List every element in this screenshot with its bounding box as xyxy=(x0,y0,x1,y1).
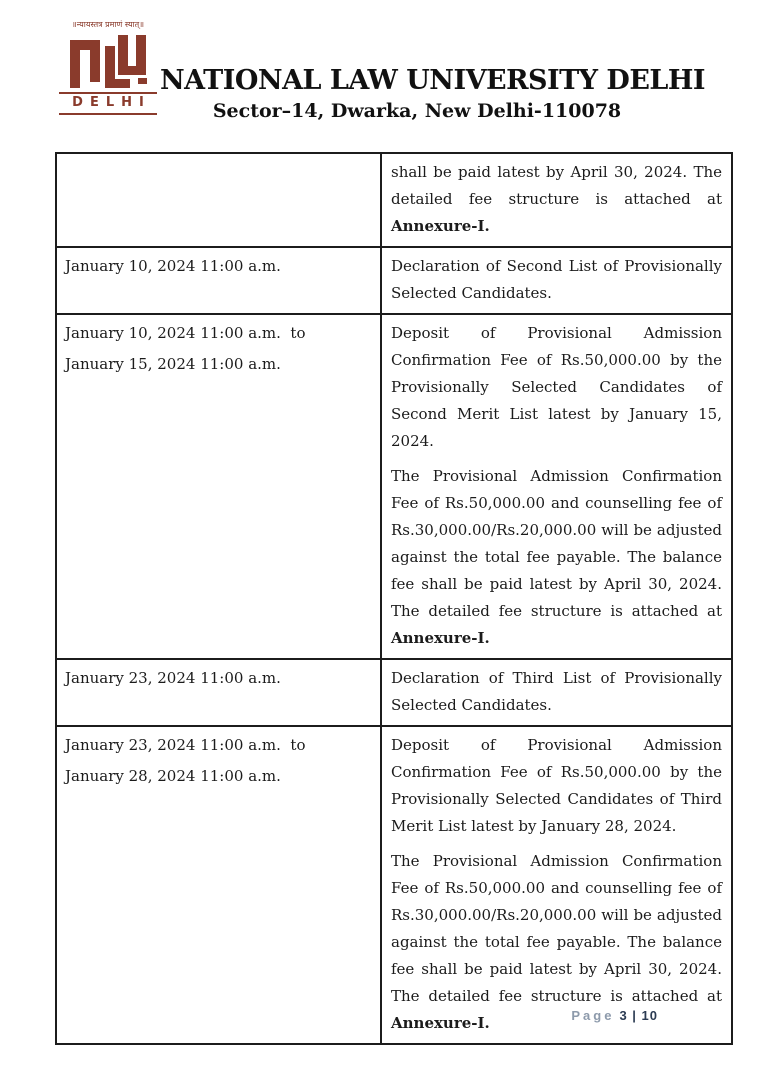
table-row xyxy=(56,314,732,659)
date-cell xyxy=(56,659,381,726)
date-cell xyxy=(56,314,381,659)
annexure-reference: Annexure-I. xyxy=(391,629,490,647)
nlu-logo xyxy=(56,20,160,115)
header-text-block xyxy=(160,64,706,124)
description-cell xyxy=(381,314,732,659)
date-line: January 23, 2024 11:00 a.m. to xyxy=(65,736,306,754)
date-cell xyxy=(56,153,381,247)
description-cell xyxy=(381,659,732,726)
date-line: January 15, 2024 11:00 a.m. xyxy=(65,355,281,373)
date-line: January 28, 2024 11:00 a.m. xyxy=(65,767,281,785)
description-paragraph: Deposit of Provisional Admission Confirmation Fee of Rs.50,000.00 by the Provisionally Selected Candidates of Third Merit List latest by January 28, 2024. xyxy=(391,736,722,835)
description-paragraph: shall be paid latest by April 30, 2024. The detailed fee structure is attached at Annexure-I. xyxy=(391,163,722,235)
date-line: January 10, 2024 11:00 a.m. xyxy=(65,257,281,275)
nlu-monogram-icon xyxy=(68,34,148,90)
table-row xyxy=(56,726,732,1044)
page-number xyxy=(571,1008,658,1024)
annexure-reference: Annexure-I. xyxy=(391,1014,490,1032)
admission-schedule-table xyxy=(55,152,733,1045)
date-line: January 23, 2024 11:00 a.m. xyxy=(65,669,281,687)
annexure-reference: Annexure-I. xyxy=(391,217,490,235)
logo-divider-bottom xyxy=(59,113,157,115)
page-number-label: Page xyxy=(571,1008,615,1023)
table-row xyxy=(56,659,732,726)
table-row xyxy=(56,153,732,247)
logo-motto: ॥न्यायस्तत्र प्रमाणं स्यात्॥ xyxy=(71,20,145,29)
logo-delhi-label: DELHI xyxy=(72,95,151,110)
schedule-body xyxy=(56,153,732,1044)
date-line: January 10, 2024 11:00 a.m. to xyxy=(65,324,306,342)
description-paragraph: Declaration of Third List of Provisionally Selected Candidates. xyxy=(391,669,722,714)
page-number-value: 3 | 10 xyxy=(619,1008,658,1023)
university-title: NATIONAL LAW UNIVERSITY DELHI xyxy=(160,65,706,96)
university-address: Sector–14, Dwarka, New Delhi-110078 xyxy=(212,100,622,122)
description-cell xyxy=(381,153,732,247)
description-paragraph: The Provisional Admission Confirmation Fee of Rs.50,000.00 and counselling fee of Rs.30,000.00/Rs.20,000.00 will be adjusted against the total fee payable. The balance fee shall be paid latest by April 30, 2024. The detailed fee structure is attached at Annexure-I. xyxy=(391,852,722,1032)
description-cell xyxy=(381,247,732,314)
description-paragraph: Deposit of Provisional Admission Confirmation Fee of Rs.50,000.00 by the Provisionally Selected Candidates of Second Merit List latest by January 15, 2024. xyxy=(391,324,722,450)
description-paragraph: Declaration of Second List of Provisionally Selected Candidates. xyxy=(391,257,722,302)
date-cell xyxy=(56,726,381,1044)
table-row xyxy=(56,247,732,314)
description-cell xyxy=(381,726,732,1044)
date-cell xyxy=(56,247,381,314)
description-paragraph: The Provisional Admission Confirmation Fee of Rs.50,000.00 and counselling fee of Rs.30,000.00/Rs.20,000.00 will be adjusted against the total fee payable. The balance fee shall be paid latest by April 30, 2024. The detailed fee structure is attached at Annexure-I. xyxy=(391,467,722,647)
